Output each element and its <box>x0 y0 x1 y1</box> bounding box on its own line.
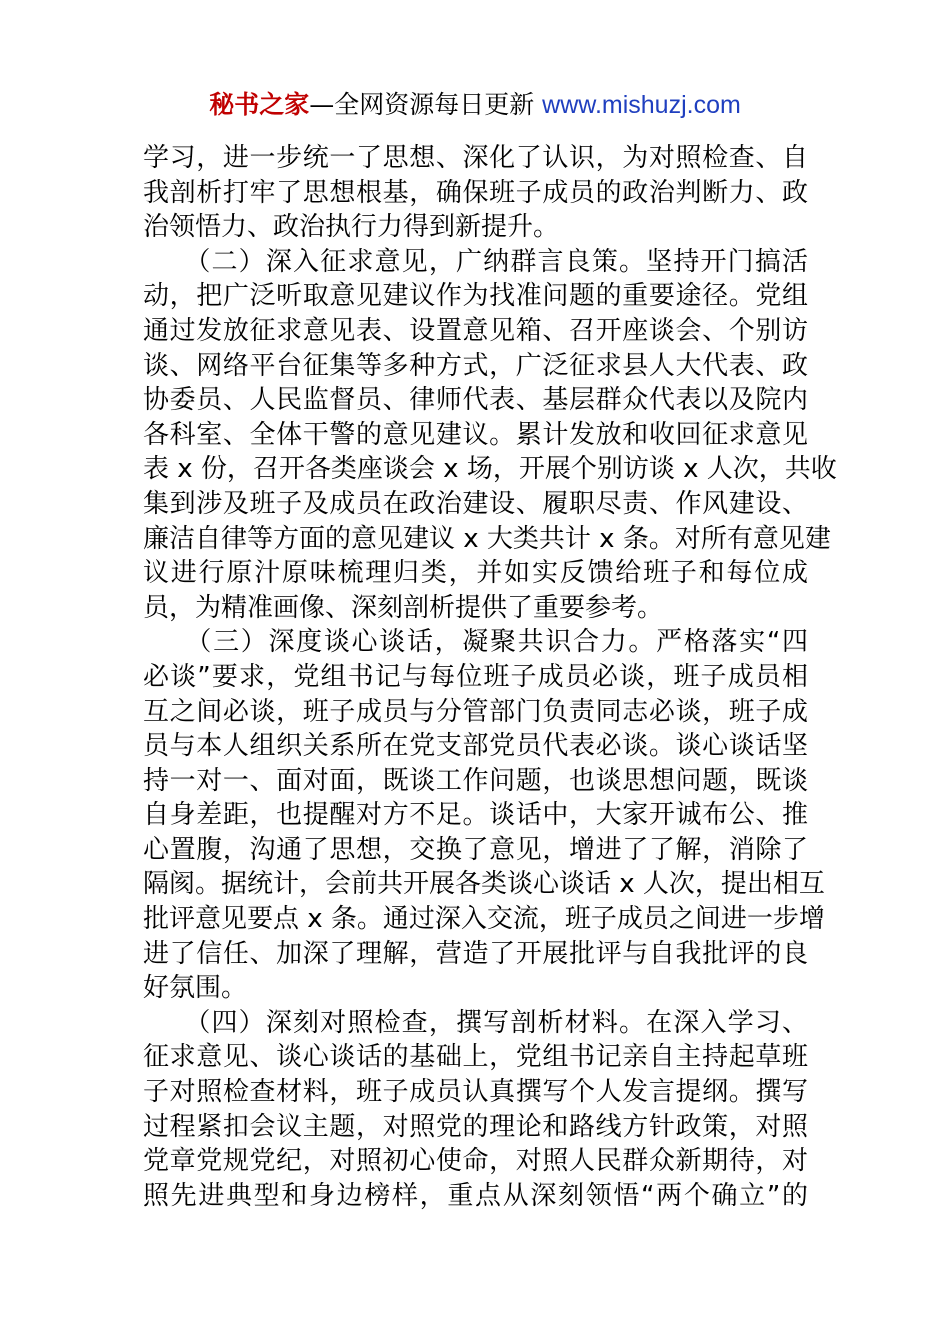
text-line: 照先进典型和身边榜样，重点从深刻领悟“两个确立”的 <box>143 1180 808 1211</box>
document-body <box>143 141 837 1213</box>
text-line: 通过发放征求意见表、设置意见箱、召开座谈会、个别访 <box>143 315 808 346</box>
site-brand: 秘书之家 <box>209 90 310 119</box>
text-line: 征求意见、谈心谈话的基础上，党组书记亲自主持起草班 <box>143 1042 808 1073</box>
text-line: 过程紧扣会议主题，对照党的理论和路线方针政策，对照 <box>143 1111 808 1142</box>
text-line: 党章党规党纪，对照初心使命，对照人民群众新期待，对 <box>143 1146 808 1177</box>
text-line: 我剖析打牢了思想根基，确保班子成员的政治判断力、政 <box>143 177 808 208</box>
text-line: 进了信任、加深了理解，营造了开展批评与自我批评的良 <box>143 938 808 969</box>
text-line: 持一对一、面对面，既谈工作问题，也谈思想问题，既谈 <box>143 765 808 796</box>
text-line: 子对照检查材料，班子成员认真撰写个人发言提纲。撰写 <box>143 1077 808 1108</box>
text-line: 批评意见要点 x 条。通过深入交流，班子成员之间进一步增 <box>143 904 825 935</box>
text-line: （四）深刻对照检查，撰写剖析材料。在深入学习、 <box>143 1007 808 1038</box>
text-line: 学习，进一步统一了思想、深化了认识，为对照检查、自 <box>143 143 808 173</box>
text-line: 议进行原汁原味梳理归类，并如实反馈给班子和每位成 <box>143 558 808 589</box>
text-line: 集到涉及班子及成员在政治建设、履职尽责、作风建设、 <box>143 488 808 519</box>
text-line: 隔阂。据统计，会前共开展各类谈心谈话 x 人次，提出相互 <box>143 869 825 900</box>
text-line: 各科室、全体干警的意见建议。累计发放和收回征求意见 <box>143 419 808 450</box>
text-line: （二）深入征求意见，广纳群言良策。坚持开门搞活 <box>143 246 808 277</box>
text-line: 互之间必谈，班子成员与分管部门负责同志必谈，班子成 <box>143 696 808 727</box>
text-line: 动，把广泛听取意见建议作为找准问题的重要途径。党组 <box>143 281 808 312</box>
text-line: 员与本人组织关系所在党支部党员代表必谈。谈心谈话坚 <box>143 731 808 762</box>
text-line: 自身差距，也提醒对方不足。谈话中，大家开诚布公、推 <box>143 800 808 831</box>
text-line: 谈、网络平台征集等多种方式，广泛征求县人大代表、政 <box>143 350 808 381</box>
text-line: 治领悟力、政治执行力得到新提升。 <box>143 212 560 243</box>
text-line: 廉洁自律等方面的意见建议 x 大类共计 x 条。对所有意见建 <box>143 523 831 554</box>
text-line: 协委员、人民监督员、律师代表、基层群众代表以及院内 <box>143 385 808 416</box>
text-line: 心置腹，沟通了思想，交换了意见，增进了了解，消除了 <box>143 834 808 865</box>
text-line: 必谈”要求，党组书记与每位班子成员必谈，班子成员相 <box>143 661 808 692</box>
text-line: 表 x 份，召开各类座谈会 x 场，开展个别访谈 x 人次，共收 <box>143 454 837 485</box>
site-url-link[interactable]: www.mishuzj.com <box>542 91 741 119</box>
text-line: （三）深度谈心谈话，凝聚共识合力。严格落实“四 <box>143 627 808 658</box>
text-line: 好氛围。 <box>143 973 248 1004</box>
page-header <box>0 88 950 122</box>
site-slogan: —全网资源每日更新 <box>309 90 543 119</box>
text-line: 员，为精准画像、深刻剖析提供了重要参考。 <box>143 592 664 623</box>
